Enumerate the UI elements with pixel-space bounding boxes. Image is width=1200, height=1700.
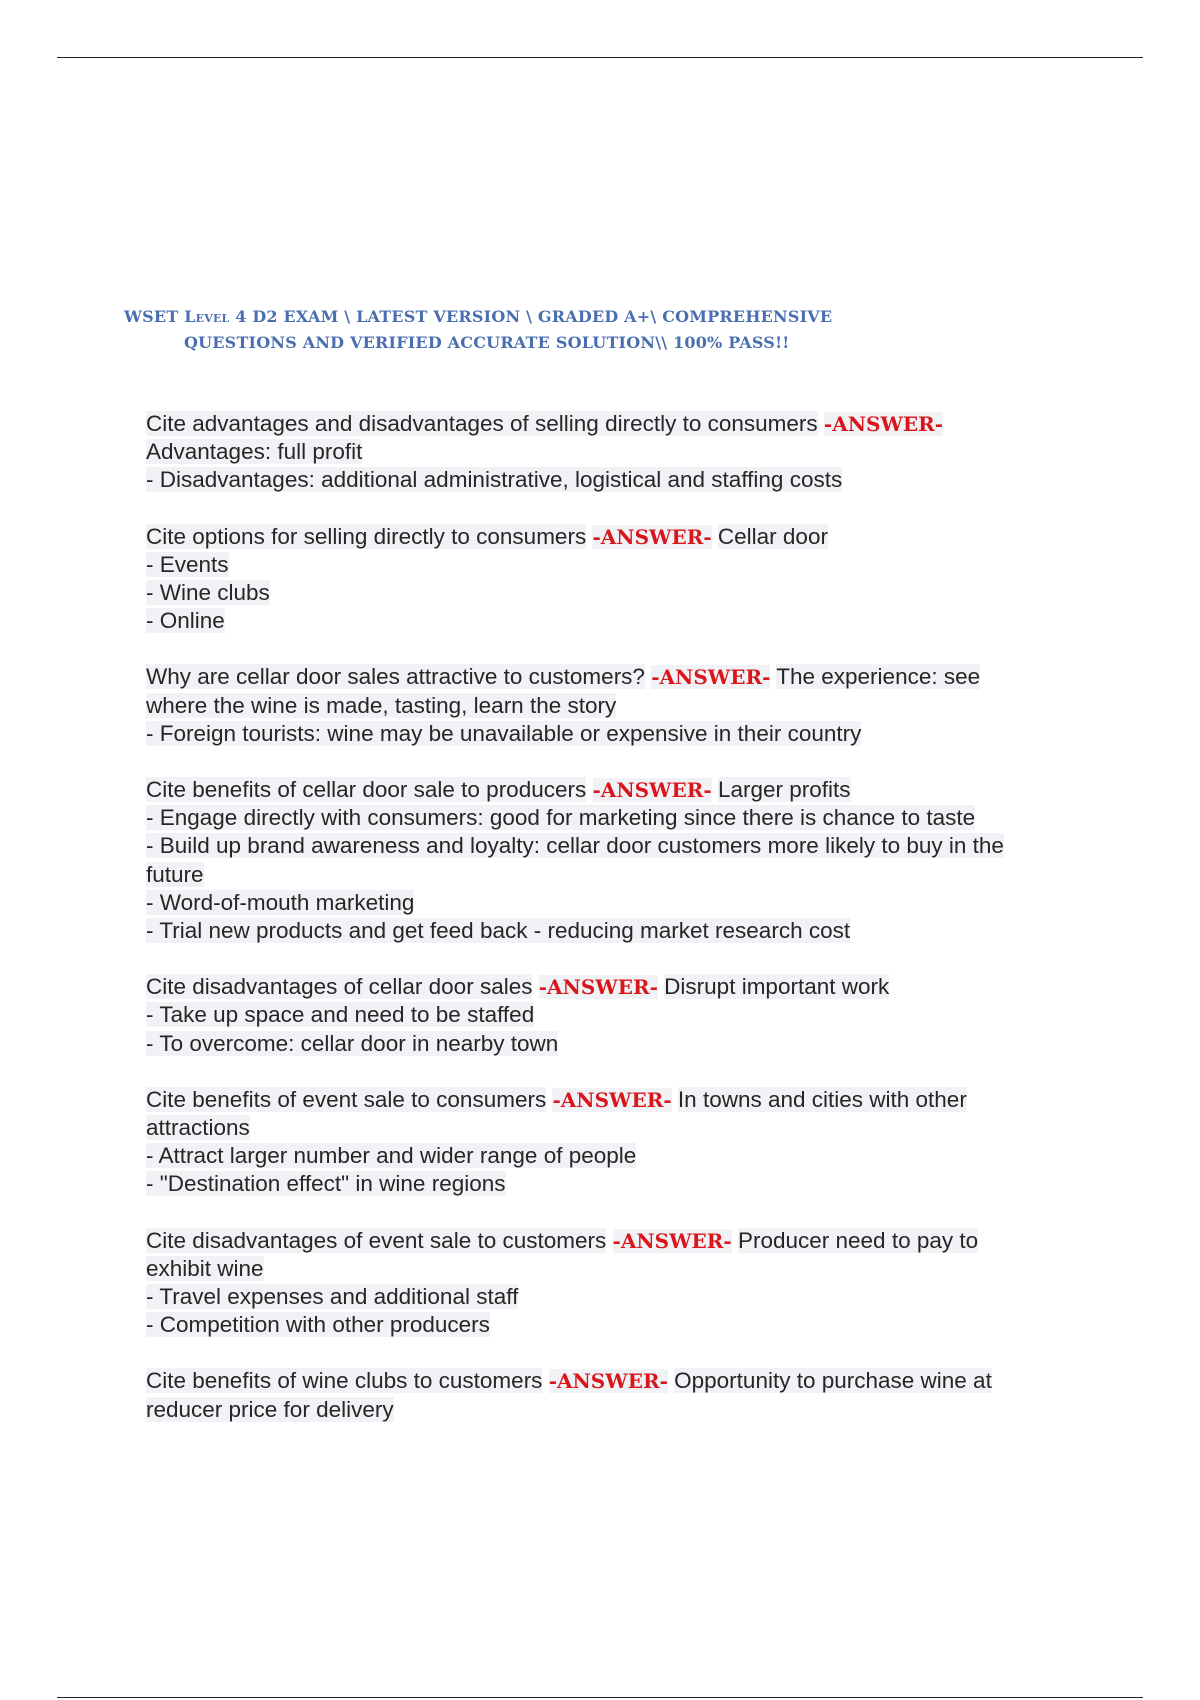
answer-line-text: exhibit wine <box>146 1255 264 1281</box>
answer-line <box>146 692 1086 720</box>
answer-line-text: future <box>146 861 204 887</box>
answer-text: Cellar door <box>717 523 828 549</box>
top-rule <box>57 57 1143 58</box>
answer-line-text: - Travel expenses and additional staff <box>146 1284 519 1310</box>
question-text: Why are cellar door sales attractive to customers? <box>146 664 645 690</box>
answer-line-text: Advantages: full profit <box>146 439 363 465</box>
answer-line <box>146 1255 1086 1283</box>
question-line <box>146 776 1086 804</box>
answer-line <box>146 861 1086 889</box>
answer-line <box>146 1311 1086 1339</box>
answer-line <box>146 720 1086 748</box>
answer-line <box>146 1170 1086 1198</box>
answer-marker: -ANSWER- <box>823 412 944 436</box>
answer-line-text: - Build up brand awareness and loyalty: cellar door customers more likely to buy in the <box>146 833 1004 859</box>
title-line-1: WSET Level 4 D2 EXAM \ LATEST VERSION \ GRADED A+\ COMPREHENSIVE <box>124 307 833 326</box>
qa-item <box>146 973 1086 1058</box>
question-line <box>146 523 1086 551</box>
answer-line <box>146 1283 1086 1311</box>
answer-marker: -ANSWER- <box>651 665 771 690</box>
answer-text: Larger profits <box>717 777 851 803</box>
answer-line-text: - Competition with other producers <box>146 1312 490 1338</box>
document-title <box>124 304 844 356</box>
answer-line-text: - Wine clubs <box>146 580 270 606</box>
answer-line-text: - Attract larger number and wider range of people <box>146 1143 637 1169</box>
question-text: Cite benefits of cellar door sale to producers <box>146 777 587 803</box>
answer-marker: -ANSWER- <box>612 1228 732 1253</box>
answer-line-text: where the wine is made, tasting, learn the story <box>146 692 617 718</box>
answer-text: In towns and cities with other <box>677 1086 967 1112</box>
question-text: Cite benefits of wine clubs to customers <box>146 1368 543 1394</box>
answer-marker: -ANSWER- <box>592 524 712 549</box>
question-text: Cite benefits of event sale to consumers <box>146 1086 547 1112</box>
question-text: Cite options for selling directly to consumers <box>146 523 587 549</box>
qa-item <box>146 776 1086 945</box>
question-line <box>146 973 1086 1001</box>
title-line-2: QUESTIONS AND VERIFIED ACCURATE SOLUTION\\ 100% PASS!! <box>184 333 790 352</box>
answer-line <box>146 832 1086 860</box>
answer-line <box>146 1030 1086 1058</box>
bottom-rule <box>57 1697 1143 1698</box>
answer-marker: -ANSWER- <box>552 1087 672 1112</box>
answer-marker: -ANSWER- <box>548 1369 668 1394</box>
answer-line-text: - Engage directly with consumers: good for marketing since there is chance to taste <box>146 805 976 831</box>
answer-line-text: - Online <box>146 608 225 634</box>
question-text: Cite advantages and disadvantages of selling directly to consumers <box>146 411 818 436</box>
answer-line <box>146 438 1086 466</box>
answer-line-text: attractions <box>146 1115 250 1141</box>
qa-item <box>146 410 1086 495</box>
answer-line-text: - Disadvantages: additional administrative, logistical and staffing costs <box>146 467 843 493</box>
answer-marker: -ANSWER- <box>538 975 658 1000</box>
answer-line-text: - Events <box>146 551 229 577</box>
qa-item <box>146 663 1086 748</box>
answer-line <box>146 804 1086 832</box>
answer-marker: -ANSWER- <box>592 778 712 803</box>
question-line <box>146 663 1086 691</box>
question-text: Cite disadvantages of cellar door sales <box>146 974 533 1000</box>
answer-line-text: - To overcome: cellar door in nearby town <box>146 1030 559 1056</box>
question-line <box>146 410 1086 438</box>
qa-item <box>146 1227 1086 1340</box>
answer-line <box>146 1114 1086 1142</box>
answer-text: Producer need to pay to <box>737 1227 979 1253</box>
qa-item <box>146 1367 1086 1423</box>
answer-line-text: reducer price for delivery <box>146 1396 394 1422</box>
question-line <box>146 1086 1086 1114</box>
answer-line-text: - Foreign tourists: wine may be unavailable or expensive in their country <box>146 720 862 746</box>
question-line <box>146 1227 1086 1255</box>
answer-line <box>146 1001 1086 1029</box>
answer-line <box>146 579 1086 607</box>
answer-text: Opportunity to purchase wine at <box>674 1368 992 1394</box>
answer-line-text: - Take up space and need to be staffed <box>146 1002 535 1028</box>
answer-text: Disrupt important work <box>664 974 890 1000</box>
answer-line <box>146 1142 1086 1170</box>
answer-text: The experience: see <box>776 664 981 690</box>
qa-item <box>146 523 1086 636</box>
answer-line <box>146 889 1086 917</box>
answer-line-text: - Trial new products and get feed back - reducing market research cost <box>146 918 851 944</box>
answer-line <box>146 1396 1086 1424</box>
answer-line-text: - Word-of-mouth marketing <box>146 889 415 915</box>
answer-line <box>146 607 1086 635</box>
question-line <box>146 1367 1086 1395</box>
answer-line <box>146 551 1086 579</box>
qa-item <box>146 1086 1086 1199</box>
answer-line <box>146 466 1086 494</box>
answer-line-text: - "Destination effect" in wine regions <box>146 1171 506 1197</box>
qa-list <box>146 410 1086 1452</box>
question-text: Cite disadvantages of event sale to customers <box>146 1227 607 1253</box>
answer-line <box>146 917 1086 945</box>
